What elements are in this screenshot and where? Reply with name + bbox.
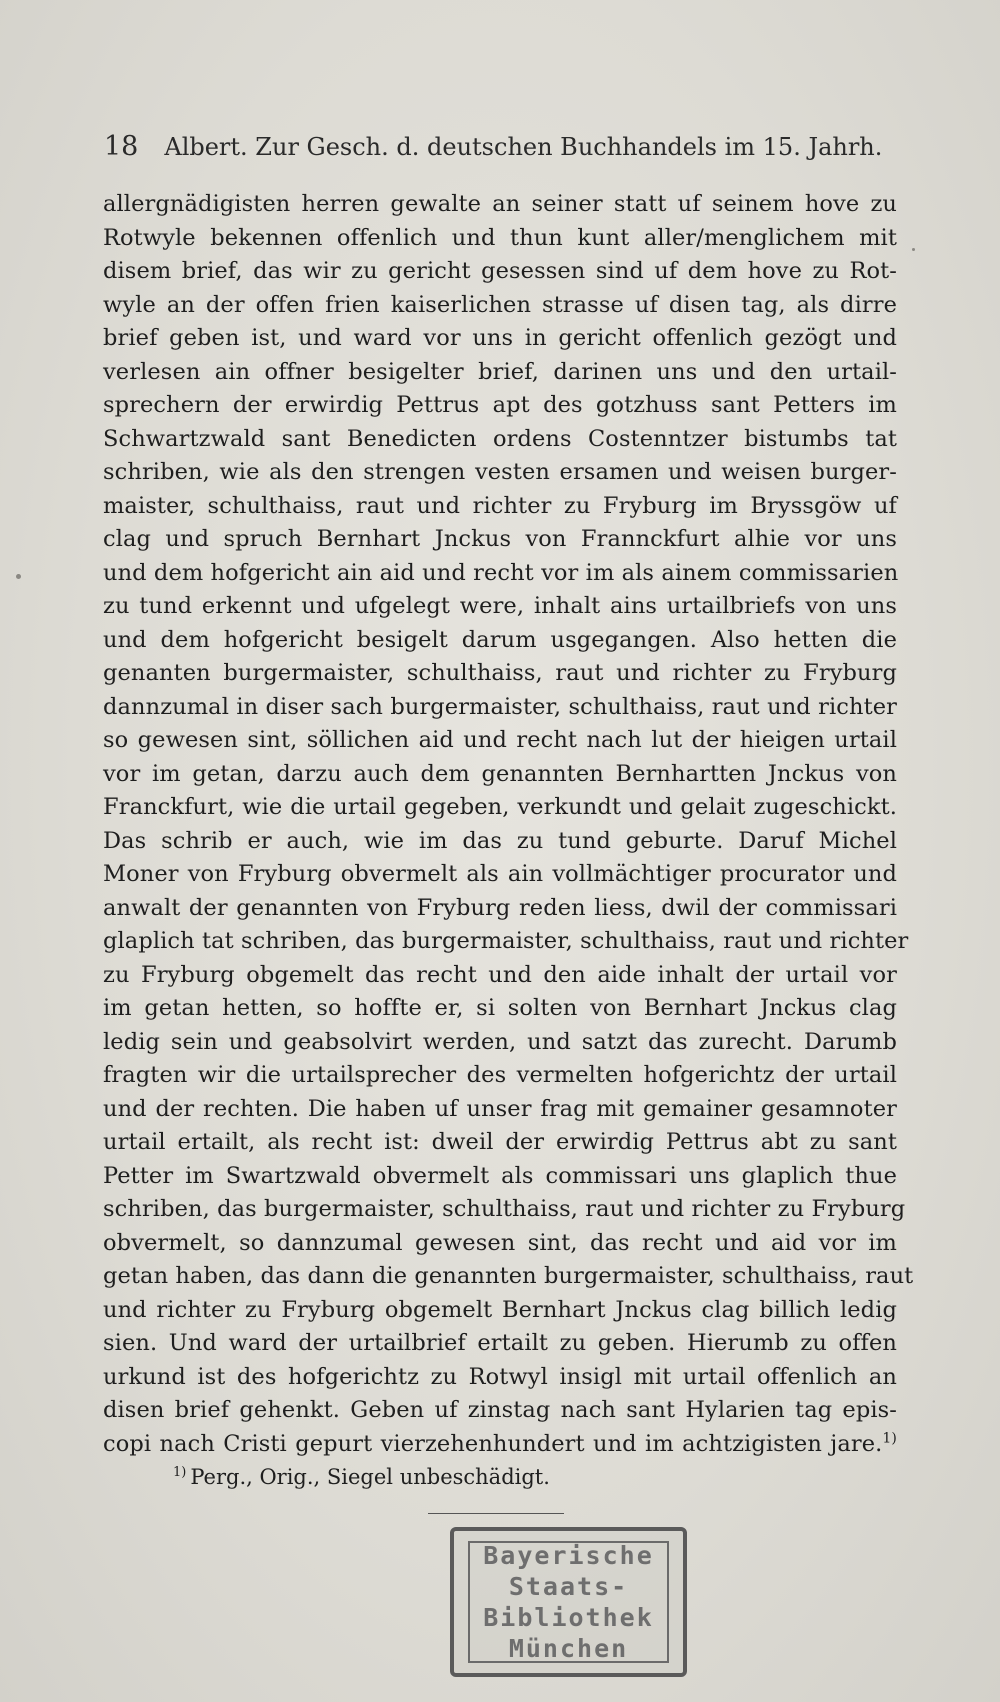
stamp-line: München	[508, 1634, 629, 1663]
text-line: und der rechten. Die haben uf unser frag mit gemainer gesamnoter	[103, 1095, 897, 1122]
text-line: maister, schulthaiss, raut und richter zu Fryburg im Bryssgöw uf	[103, 492, 897, 519]
stamp-line: Bibliothek	[483, 1603, 654, 1632]
text-line: genanten burgermaister, schulthaiss, raut und richter zu Fryburg	[103, 660, 897, 686]
text-line: allergnädigisten herren gewalte an seiner statt uf seinem hove zu	[103, 191, 897, 217]
text-line: Schwartzwald sant Benedicten ordens Costenntzer bistumbs tat	[103, 425, 897, 452]
text-line: disen brief gehenkt. Geben uf zinstag nach sant Hylarien tag epis-	[103, 1397, 897, 1423]
text-line: und richter zu Fryburg obgemelt Bernhart Jnckus clag billich ledig	[103, 1296, 897, 1323]
stamp-line: Bayerische	[483, 1541, 654, 1570]
text-line: Franckfurt, wie die urtail gegeben, verkundt und gelait zugeschickt.	[103, 794, 897, 820]
text-line: und dem hofgericht besigelt darum usgegangen. Also hetten die	[103, 626, 897, 653]
text-line: Moner von Fryburg obvermelt als ain vollmächtiger procurator und	[103, 861, 897, 887]
text-line: verlesen ain offner besigelter brief, darinen uns und den urtail-	[103, 358, 897, 385]
page-number: 18	[104, 131, 139, 162]
text-line: urtail ertailt, als recht ist: dweil der erwirdig Pettrus abt zu sant	[103, 1129, 897, 1155]
text-line: glaplich tat schriben, das burgermaister, schulthaiss, raut und richter	[103, 928, 909, 954]
text-line: schriben, das burgermaister, schulthaiss, raut und richter zu Fryburg	[103, 1196, 906, 1222]
running-head-title: Albert. Zur Gesch. d. deutschen Buchhandels im 15. Jahrh.	[164, 133, 883, 161]
text-line: Rotwyle bekennen offenlich und thun kunt aller/menglichem mit	[103, 224, 897, 251]
paper-speck	[16, 574, 21, 579]
text-line: anwalt der genannten von Fryburg reden liess, dwil der commissari	[103, 894, 897, 921]
text-line: clag und spruch Bernhart Jnckus von Frannckfurt alhie vor uns	[103, 526, 897, 552]
stamp-line: Staats-	[508, 1572, 629, 1601]
text-line: ledig sein und geabsolvirt werden, und satzt das zurecht. Darumb	[103, 1028, 897, 1055]
text-line: wyle an der offen frien kaiserlichen strasse uf disen tag, als dirre	[103, 291, 897, 318]
divider-rule	[428, 1513, 564, 1514]
text-line: sprechern der erwirdig Pettrus apt des gotzhuss sant Petters im	[103, 392, 897, 418]
library-stamp-frame	[468, 1541, 669, 1663]
text-line: vor im getan, darzu auch dem genannten Bernhartten Jnckus von	[103, 760, 897, 787]
text-line: zu Fryburg obgemelt das recht und den aide inhalt der urtail vor	[103, 961, 897, 988]
text-line: und dem hofgericht ain aid und recht vor im als ainem commissarien	[103, 559, 899, 586]
library-stamp	[450, 1527, 687, 1677]
text-line: Das schrib er auch, wie im das zu tund geburte. Daruf Michel	[103, 827, 897, 854]
text-line: disem brief, das wir zu gericht gesessen sind uf dem hove zu Rot-	[103, 258, 897, 284]
text-line: fragten wir die urtailsprecher des vermelten hofgerichtz der urtail	[103, 1062, 897, 1088]
text-line: dannzumal in diser sach burgermaister, schulthaiss, raut und richter	[103, 693, 897, 720]
text-line: sien. Und ward der urtailbrief ertailt zu geben. Hierumb zu offen	[103, 1330, 897, 1356]
text-line: im getan hetten, so hoffte er, si solten von Bernhart Jnckus clag	[103, 995, 897, 1021]
body-text	[103, 188, 914, 1461]
text-line: obvermelt, so dannzumal gewesen sint, das recht und aid vor im	[103, 1229, 897, 1256]
text-line: urkund ist des hofgerichtz zu Rotwyl insigl mit urtail offenlich an	[103, 1363, 897, 1390]
footnote	[173, 1462, 773, 1492]
last-line-text: copi nach Cristi gepurt vierzehenhundert und im achtzigisten jare.	[103, 1430, 883, 1457]
text-line: brief geben ist, und ward vor uns in gericht offenlich gezögt und	[103, 325, 897, 351]
text-line: getan haben, das dann die genannten burgermaister, schulthaiss, raut	[103, 1263, 914, 1289]
footnote-text: Perg., Orig., Siegel unbeschädigt.	[190, 1465, 550, 1489]
footnote-mark: 1)	[173, 1465, 187, 1480]
text-line: Petter im Swartzwald obvermelt als commissari uns glaplich thue	[103, 1162, 897, 1189]
text-line: so gewesen sint, söllichen aid und recht nach lut der hieigen urtail	[103, 727, 897, 753]
paper-speck	[912, 248, 915, 251]
text-line-last	[103, 1428, 897, 1462]
footnote-reference: 1)	[882, 1430, 897, 1446]
running-head	[104, 130, 904, 164]
text-line: zu tund erkennt und ufgelegt were, inhalt ains urtailbriefs von uns	[103, 593, 897, 619]
text-line: schriben, wie als den strengen vesten ersamen und weisen burger-	[103, 459, 897, 485]
